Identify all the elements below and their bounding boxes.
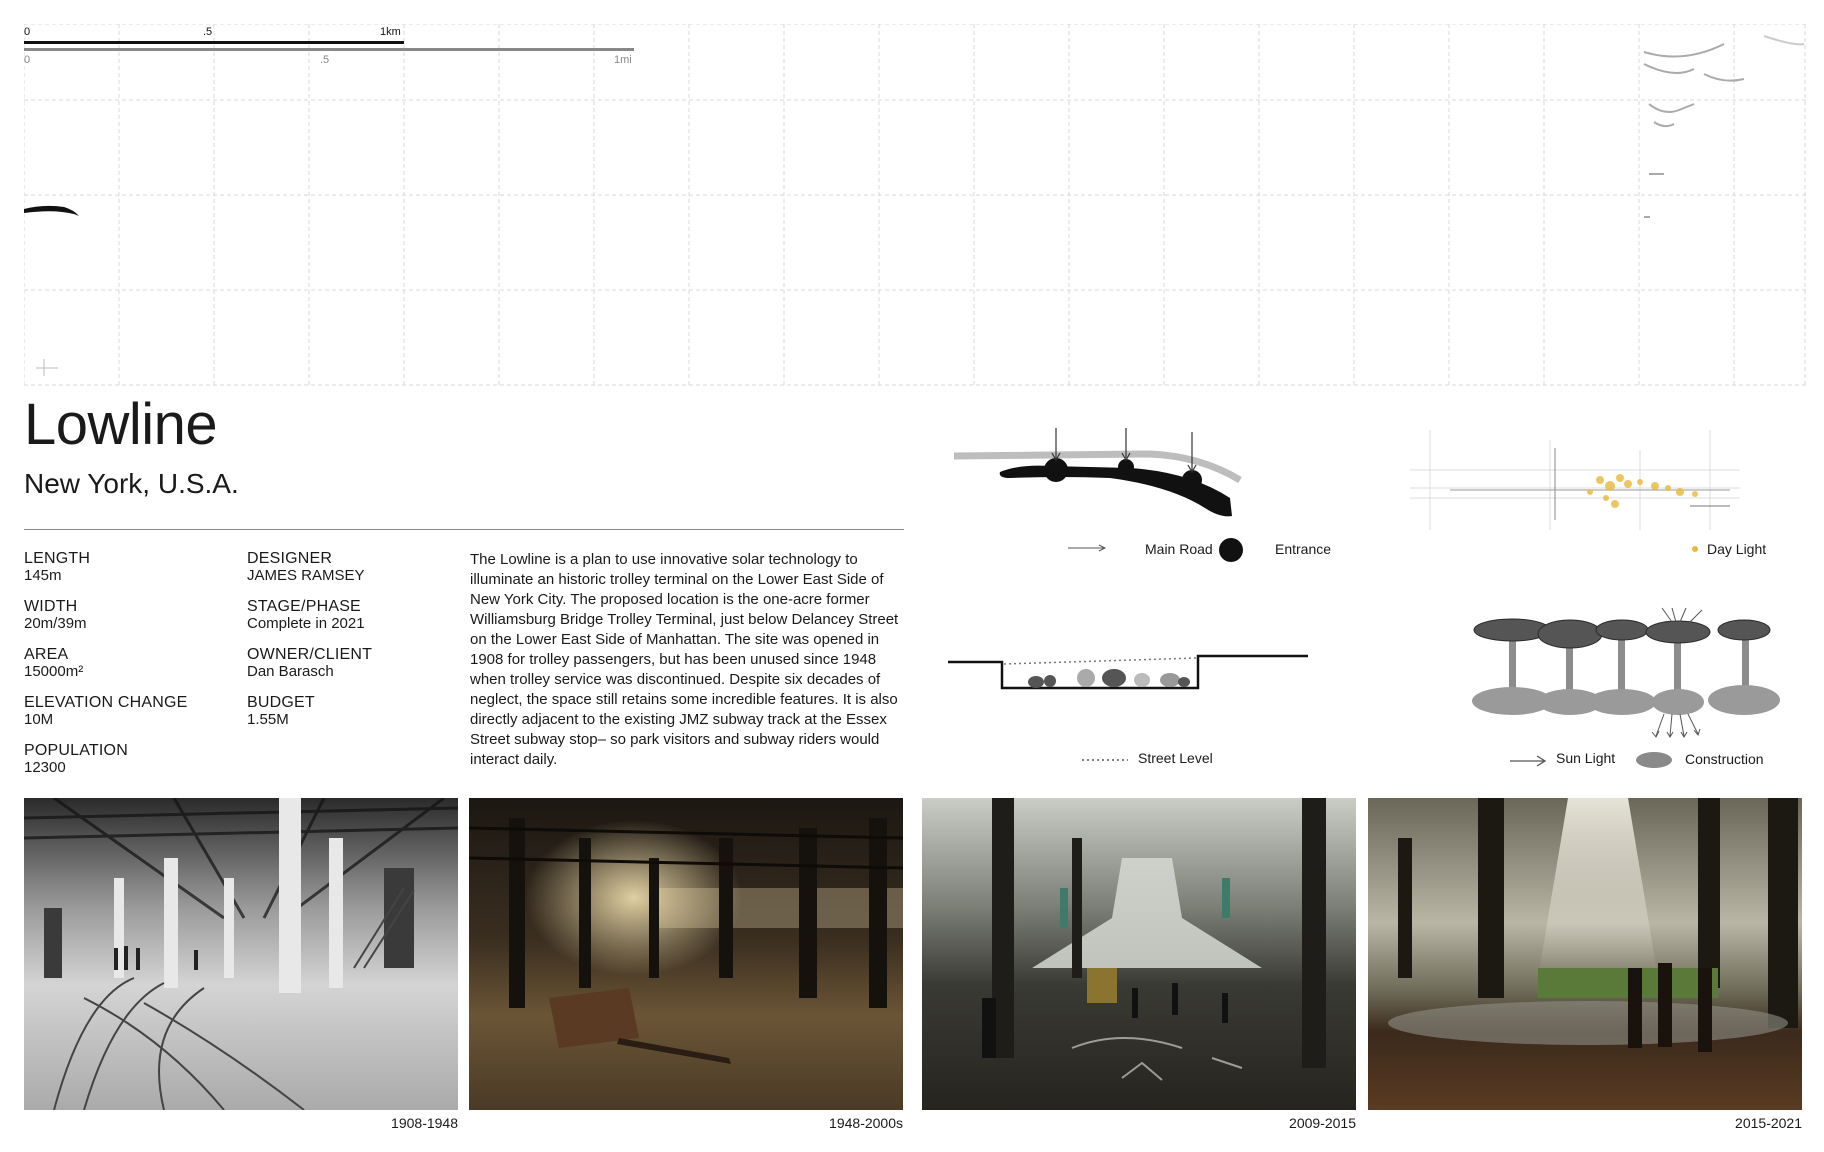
photo-caption-1: 1908-1948 — [391, 1115, 458, 1131]
scale-mi-1: 1mi — [614, 54, 632, 66]
construction-swatch-icon — [1636, 752, 1672, 768]
stat-label: AREA — [24, 646, 69, 663]
stat-width — [24, 598, 87, 633]
sunlight-diagram — [1466, 606, 1786, 746]
scale-km-half: .5 — [203, 26, 213, 38]
scale-km-0: 0 — [24, 26, 31, 38]
stat-area — [24, 646, 83, 681]
scale-mi-0: 0 — [24, 54, 31, 66]
stat-value: JAMES RAMSEY — [247, 566, 365, 584]
sun-arrow-icon — [1508, 754, 1548, 768]
stat-designer — [247, 550, 365, 585]
daylight-dot-icon — [1692, 546, 1698, 552]
stat-population — [24, 742, 128, 777]
stat-label: ELEVATION CHANGE — [24, 694, 188, 711]
stat-owner — [247, 646, 372, 681]
site-map — [24, 24, 1806, 386]
legend-main-road: Main Road — [1145, 541, 1213, 557]
photo-1948-2000s — [469, 798, 903, 1110]
map-fragment — [24, 206, 79, 216]
scale-bar-km — [24, 41, 404, 44]
daylight-plan — [1410, 420, 1740, 535]
stat-label: POPULATION — [24, 742, 128, 759]
stat-label: WIDTH — [24, 598, 78, 615]
photo-2009-2015 — [922, 798, 1356, 1110]
divider — [24, 529, 904, 530]
arrow-icon — [1068, 542, 1108, 554]
stat-length — [24, 550, 90, 585]
section-diagram — [946, 646, 1316, 706]
stat-label: DESIGNER — [247, 550, 333, 567]
stat-value: Complete in 2021 — [247, 614, 365, 632]
photo-2015-2021 — [1368, 798, 1802, 1110]
legend-day-light: Day Light — [1707, 541, 1767, 557]
project-location: New York, U.S.A. — [24, 468, 239, 499]
stat-budget — [247, 694, 315, 729]
scale-km-1: 1km — [380, 26, 401, 38]
stat-value: 10M — [24, 710, 54, 728]
stat-value: 15000m² — [24, 662, 84, 680]
stat-value: 145m — [24, 566, 62, 584]
photo-1908-1948 — [24, 798, 458, 1110]
stat-label: LENGTH — [24, 550, 91, 567]
stat-label: STAGE/PHASE — [247, 598, 361, 615]
legend-street-level: Street Level — [1138, 750, 1213, 766]
stat-value: 12300 — [24, 758, 66, 776]
photo-caption-2: 1948-2000s — [829, 1115, 903, 1131]
map-fragment-right — [1644, 36, 1804, 217]
scale-mi-half: .5 — [320, 54, 330, 66]
stat-stage — [247, 598, 365, 633]
stat-label: OWNER/CLIENT — [247, 646, 373, 663]
photo-caption-3: 2009-2015 — [1289, 1115, 1356, 1131]
project-description: The Lowline is a plan to use innovative solar technology to illuminate an historic trolley terminal on the Lower East Side of New York City. The proposed location is the one-acre former Williamsburg Bridge Trolley Terminal, just below Delancey Street on the Lower East Side of Manhattan. The site was opened in 1908 for trolley passengers, but has been unused since 1948 when trolley service was discontinued. Despite six decades of neglect, the space still retains some incredible features. It is also directly adjacent to the existing JMZ subway track at the Essex Street subway stop– so park visitors and subway riders would interact daily. — [470, 551, 899, 768]
street-level-line-icon — [1082, 756, 1130, 764]
project-title: Lowline — [24, 392, 218, 457]
stat-value: 20m/39m — [24, 614, 87, 632]
stat-value: 1.55M — [247, 710, 289, 728]
legend-sun-light: Sun Light — [1556, 750, 1616, 766]
photo-caption-4: 2015-2021 — [1735, 1115, 1802, 1131]
stat-value: Dan Barasch — [247, 662, 334, 680]
legend-construction: Construction — [1685, 751, 1764, 767]
stat-elevation — [24, 694, 188, 729]
entrance-dot-icon — [1219, 538, 1243, 562]
stat-label: BUDGET — [247, 694, 315, 711]
legend-entrance: Entrance — [1275, 541, 1332, 557]
plan-diagram — [950, 420, 1290, 520]
scale-bar-mi — [24, 48, 634, 51]
